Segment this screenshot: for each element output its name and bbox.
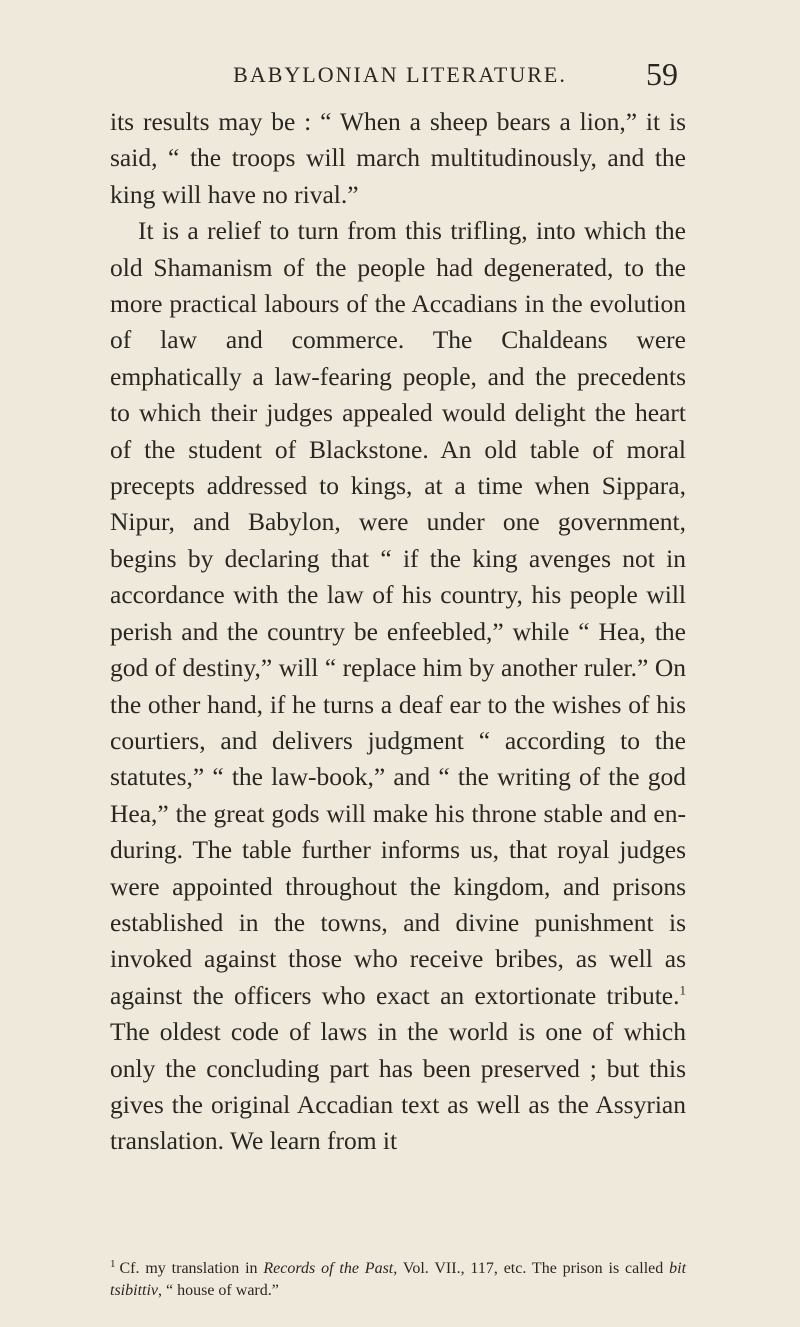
body-text — [110, 104, 686, 1160]
footnote-term: bit tsibittiv — [110, 1260, 687, 1299]
footnote-mark: 1 — [110, 1257, 116, 1270]
running-head — [0, 56, 800, 100]
page-number: 59 — [646, 56, 678, 92]
paragraph-law — [110, 213, 686, 1160]
footnote-text-c: , “ house of ward.” — [158, 1282, 279, 1299]
running-title: BABYLONIAN LITERATURE. — [233, 62, 567, 87]
paragraph-law-text: It is a relief to turn from this trifling, into which the old Shamanism of the people had degenerated, to the more practical labours of the Accadians in the evolution of law and commerce. The Chaldeans were emphatically a law-fearing people, and the precedents to which their judges appealed would delight the heart of the student of Blackstone. An old table of moral precepts addressed to kings, at a time when Sippara, Nipur, and Babylon, were under one government, begins by declaring that “ if the king avenges not in accordance with the law of his country, his people will perish and the country be enfeebled,” while “ Hea, the god of destiny,” will “ replace him by another ruler.” On the other hand, if he turns a deaf ear to the wishes of his courtiers, and delivers judgment “ according to the statutes,” “ the law-book,” and “ the writing of the god Hea,” the great gods will make his throne stable and enduring. The table further informs us, that royal judges were appointed throughout the kingdom, and prisons established in the towns, and divine punishment is invoked against those who receive bribes, as well as against the officers who exact an extortionate tribute. — [110, 216, 686, 1010]
paragraph-continued: its results may be : “ When a sheep bears a lion,” it is said, “ the troops will march multitudinously, and the king will have no rival.” — [110, 107, 686, 209]
footnote-work-title: Records of the Past — [263, 1260, 394, 1277]
footnote — [110, 1258, 686, 1302]
footnote-text-b: , Vol. VII., 117, etc. The prison is called — [393, 1260, 670, 1277]
footnote-reference[interactable]: 1 — [679, 982, 686, 998]
footnote-text-a: Cf. my translation in — [119, 1260, 264, 1277]
paragraph-law-text-continued: The oldest code of laws in the world is one of which only the concluding part has been preserved ; but this gives the original Accadian text as well as the Assyrian translation. We learn from it — [110, 1017, 686, 1156]
